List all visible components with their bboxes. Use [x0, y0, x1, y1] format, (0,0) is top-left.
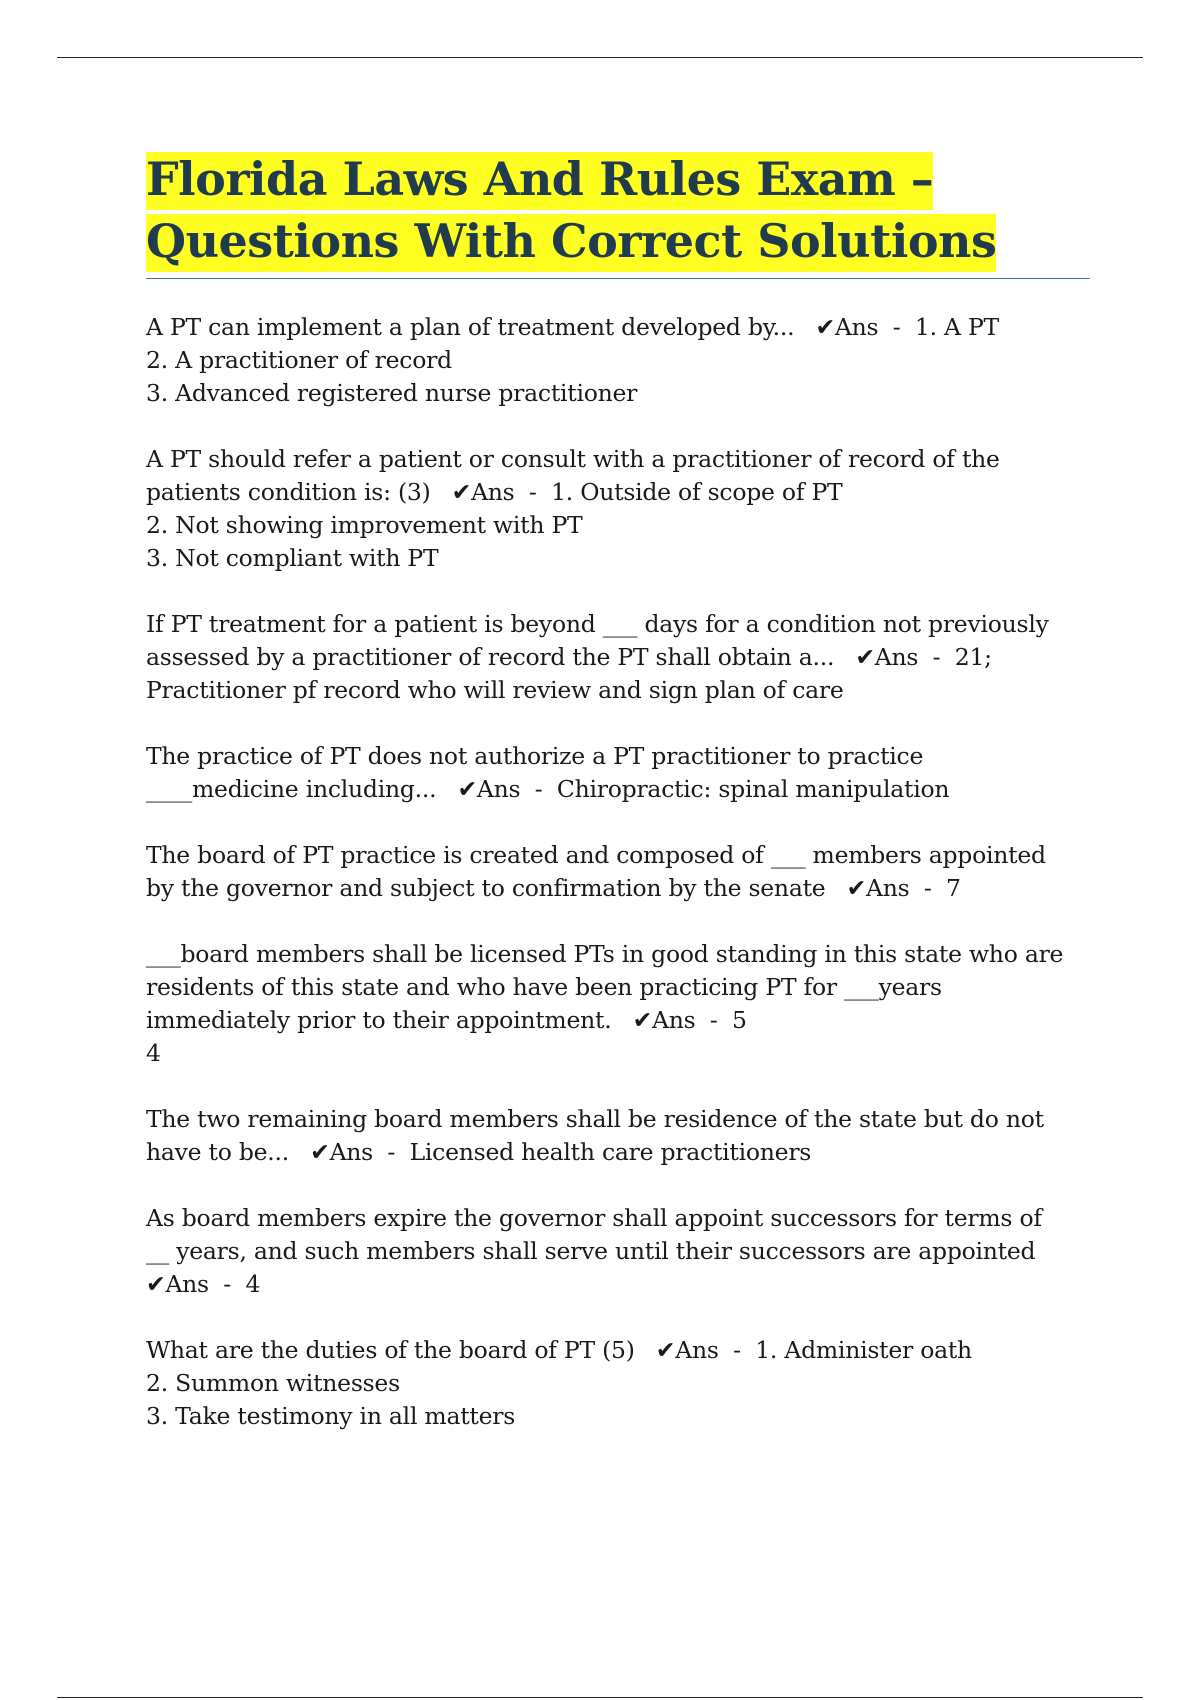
qa-line	[146, 1367, 1091, 1400]
qa-item	[146, 938, 1091, 1070]
qa-line	[146, 839, 1091, 872]
question-text: immediately prior to their appointment.	[146, 1006, 612, 1034]
question-text: by the governor and subject to confirmation by the senate	[146, 874, 826, 902]
qa-line	[146, 1004, 1091, 1037]
question-text: patients condition is: (3)	[146, 478, 431, 506]
qa-line	[146, 1334, 1091, 1367]
qa-line	[146, 509, 1091, 542]
question-text: 3. Take testimony in all matters	[146, 1402, 516, 1430]
document-body	[146, 148, 1091, 1466]
question-text: __ years, and such members shall serve until their successors are appointed	[146, 1237, 1036, 1265]
qa-line	[146, 740, 1091, 773]
question-text: ___board members shall be licensed PTs in good standing in this state who are	[146, 940, 1064, 968]
question-text: The board of PT practice is created and composed of ___ members appointed	[146, 841, 1046, 869]
answer-marker: ✔Ans -	[146, 1270, 246, 1298]
question-text: 2. Summon witnesses	[146, 1369, 400, 1397]
question-text: 3. Not compliant with PT	[146, 544, 439, 572]
question-text: As board members expire the governor shall appoint successors for terms of	[146, 1204, 1042, 1232]
answer-marker: ✔Ans -	[632, 1006, 732, 1034]
question-text: A PT should refer a patient or consult with a practitioner of record of the	[146, 445, 1000, 473]
question-text: 3. Advanced registered nurse practitioner	[146, 379, 638, 407]
qa-item	[146, 740, 1091, 806]
qa-line	[146, 674, 1091, 707]
qa-line	[146, 608, 1091, 641]
qa-item	[146, 311, 1091, 410]
question-text: Practitioner pf record who will review and sign plan of care	[146, 676, 844, 704]
qa-line	[146, 1202, 1091, 1235]
qa-line	[146, 344, 1091, 377]
title-underline	[146, 278, 1090, 279]
question-text: The practice of PT does not authorize a PT practitioner to practice	[146, 742, 924, 770]
question-text: The two remaining board members shall be residence of the state but do not	[146, 1105, 1044, 1133]
question-text: A PT can implement a plan of treatment developed by...	[146, 313, 795, 341]
answer-marker: ✔Ans -	[655, 1336, 756, 1364]
qa-line	[146, 773, 1091, 806]
qa-line	[146, 971, 1091, 1004]
question-text: 2. A practitioner of record	[146, 346, 452, 374]
question-text: residents of this state and who have been practicing PT for ___years	[146, 973, 942, 1001]
qa-line	[146, 1037, 1091, 1070]
qa-line	[146, 1136, 1091, 1169]
qa-item	[146, 1334, 1091, 1433]
question-text: If PT treatment for a patient is beyond ___ days for a condition not previously	[146, 610, 1049, 638]
qa-item	[146, 443, 1091, 575]
question-text: 2. Not showing improvement with PT	[146, 511, 583, 539]
question-list	[146, 311, 1091, 1433]
answer-text: Chiropractic: spinal manipulation	[556, 775, 950, 803]
title-line-2: Questions With Correct Solutions	[146, 214, 996, 272]
qa-item	[146, 608, 1091, 707]
top-rule	[57, 57, 1143, 58]
qa-line	[146, 1400, 1091, 1433]
qa-item	[146, 839, 1091, 905]
answer-marker: ✔Ans -	[846, 874, 947, 902]
qa-line	[146, 377, 1091, 410]
qa-line	[146, 1103, 1091, 1136]
question-text: ____medicine including...	[146, 775, 437, 803]
qa-line	[146, 476, 1091, 509]
document-title	[146, 148, 1091, 272]
answer-text: 1. A PT	[914, 313, 999, 341]
answer-marker: ✔Ans -	[457, 775, 557, 803]
answer-text: 4	[245, 1270, 261, 1298]
qa-item	[146, 1103, 1091, 1169]
answer-text: 1. Administer oath	[755, 1336, 972, 1364]
question-text: have to be...	[146, 1138, 289, 1166]
question-text: What are the duties of the board of PT (5)	[146, 1336, 635, 1364]
qa-line	[146, 542, 1091, 575]
qa-line	[146, 1268, 1091, 1301]
qa-line	[146, 938, 1091, 971]
title-line-1: Florida Laws And Rules Exam –	[146, 152, 933, 210]
answer-text: 21;	[954, 643, 992, 671]
qa-item	[146, 1202, 1091, 1301]
qa-line	[146, 443, 1091, 476]
question-text: 4	[146, 1039, 161, 1067]
question-text: assessed by a practitioner of record the PT shall obtain a...	[146, 643, 835, 671]
qa-line	[146, 641, 1091, 674]
qa-line	[146, 311, 1091, 344]
qa-line	[146, 1235, 1091, 1268]
answer-text: Licensed health care practitioners	[409, 1138, 812, 1166]
answer-text: 7	[946, 874, 961, 902]
answer-text: 1. Outside of scope of PT	[551, 478, 843, 506]
answer-text: 5	[732, 1006, 747, 1034]
answer-marker: ✔Ans -	[451, 478, 552, 506]
bottom-rule	[57, 1697, 1143, 1698]
answer-marker: ✔Ans -	[855, 643, 955, 671]
answer-marker: ✔Ans -	[310, 1138, 410, 1166]
qa-line	[146, 872, 1091, 905]
answer-marker: ✔Ans -	[815, 313, 915, 341]
